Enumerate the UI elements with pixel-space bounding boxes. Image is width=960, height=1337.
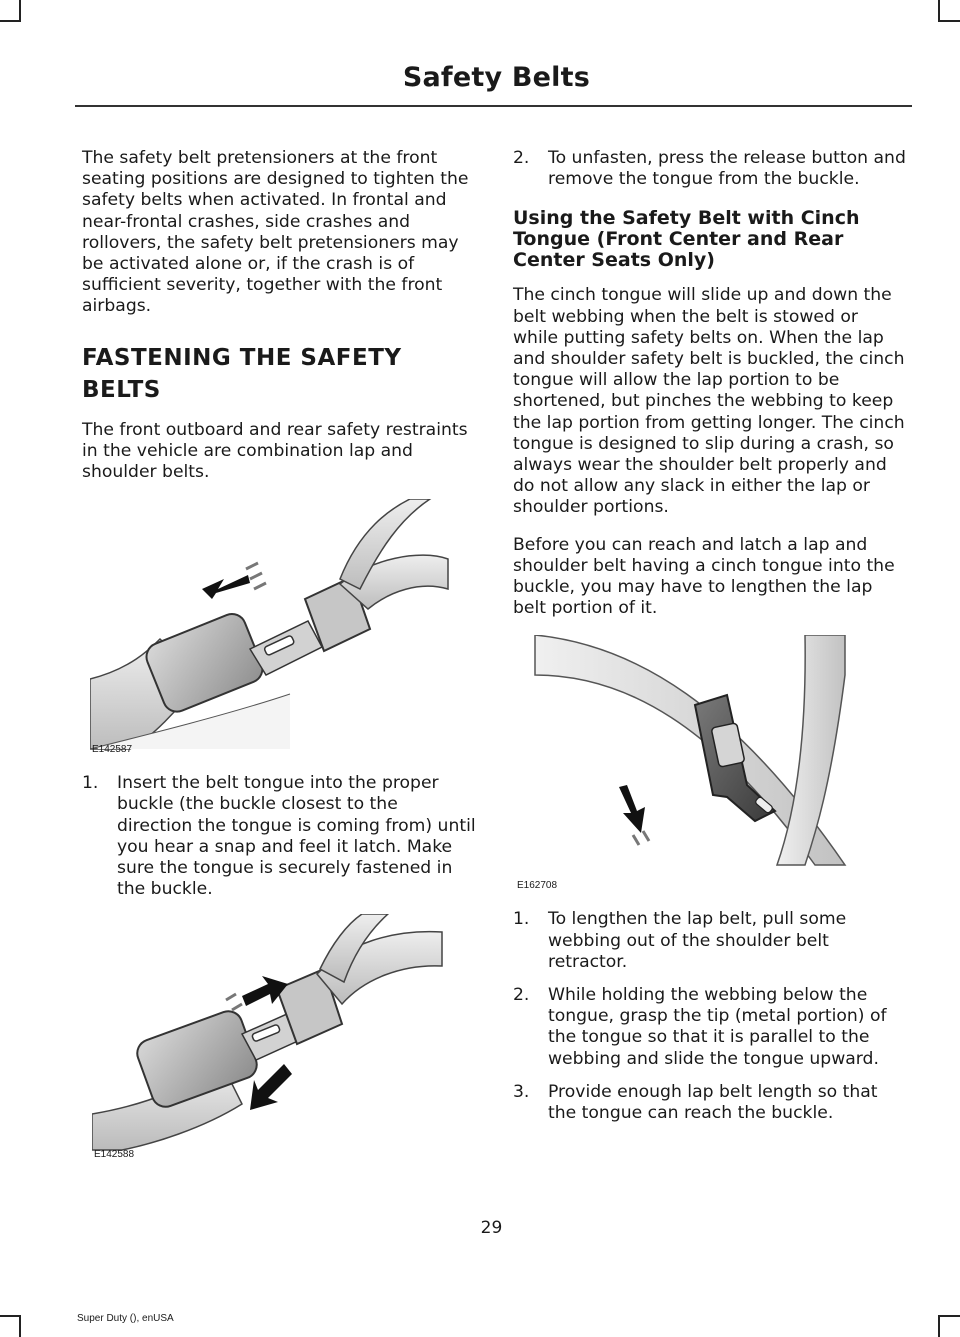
step-number: 3. [513, 1081, 530, 1102]
footer-text: Super Duty (), enUSA [77, 1313, 174, 1324]
figure-belt-tongue [90, 499, 450, 755]
cinch-paragraph-2: Before you can reach and latch a lap and shoulder belt having a cinch tongue into the buckle, you may have to lengthen the lap belt portion of it. [513, 534, 895, 619]
step-number: 1. [82, 773, 99, 794]
figure-code: E142588 [94, 1149, 135, 1161]
right-column [513, 148, 908, 1136]
crop-mark [940, 20, 960, 22]
figure-code: E162708 [517, 880, 558, 892]
step-number: 2. [513, 148, 530, 168]
crop-mark [19, 1315, 21, 1337]
belt-insert-illustration [92, 914, 452, 1160]
crop-mark [19, 0, 21, 22]
crop-mark [938, 0, 940, 22]
step-item [513, 148, 908, 190]
crop-mark [0, 1315, 20, 1317]
figure-code: E142587 [92, 744, 133, 756]
step-item [513, 985, 908, 1070]
subsection-heading: Using the Safety Belt with Cinch Tongue (Front Center and Rear Center Seats Only) [513, 207, 860, 272]
figure-cinch-tongue [515, 635, 855, 891]
step-text: While holding the webbing below the tongue, grasp the tip (metal portion) of the tongue so that it is parallel to the webbing and slide the tongue upward. [548, 985, 887, 1069]
intro-paragraph: The safety belt pretensioners at the front seating positions are designed to tighten the safety belts when activated. In frontal and near-frontal crashes, side crashes and rollovers, the safety belt pretensioners may be activated alone or, if the crash is of sufficient severity, together with the front airbags. [82, 148, 469, 317]
step-text: Insert the belt tongue into the proper buckle (the buckle closest to the direction the tongue is coming from) until you hear a snap and feel it latch. Make sure the tongue is securely fastened in the buckle. [117, 773, 476, 900]
step-text: To unfasten, press the release button and remove the tongue from the buckle. [548, 148, 906, 190]
step-text: To lengthen the lap belt, pull some webbing out of the shoulder belt retractor. [548, 909, 847, 972]
page-title: Safety Belts [402, 62, 590, 93]
belt-tongue-illustration [90, 499, 450, 755]
crop-mark [938, 1315, 940, 1337]
step-item [513, 909, 908, 973]
figure-belt-insert [92, 914, 452, 1160]
step-item [82, 773, 477, 900]
step-number: 1. [513, 909, 530, 930]
cinch-tongue-illustration [515, 635, 855, 891]
step-number: 2. [513, 985, 530, 1006]
cinch-paragraph: The cinch tongue will slide up and down the belt webbing when the belt is stowed or while putting safety belts on. When the lap and shoulder safety belt is buckled, the cinch tongue will allow the lap portion to be shortened, but pinches the webbing to keep the lap portion from getting longer. The cinch tongue is designed to slip during a crash, so always wear the shoulder belt properly and do not allow any slack in either the lap or shoulder portions. [513, 285, 905, 518]
crop-mark [0, 20, 20, 22]
left-column [82, 148, 477, 1178]
section-paragraph: The front outboard and rear safety restraints in the vehicle are combination lap and shoulder belts. [82, 419, 468, 483]
step-text: Provide enough lap belt length so that the tongue can reach the buckle. [548, 1081, 878, 1124]
crop-mark [940, 1315, 960, 1317]
page-number: 29 [480, 1218, 503, 1238]
section-heading: FASTENING THE SAFETY BELTS [82, 344, 402, 403]
header-rule [75, 105, 912, 107]
step-item [513, 1082, 908, 1124]
